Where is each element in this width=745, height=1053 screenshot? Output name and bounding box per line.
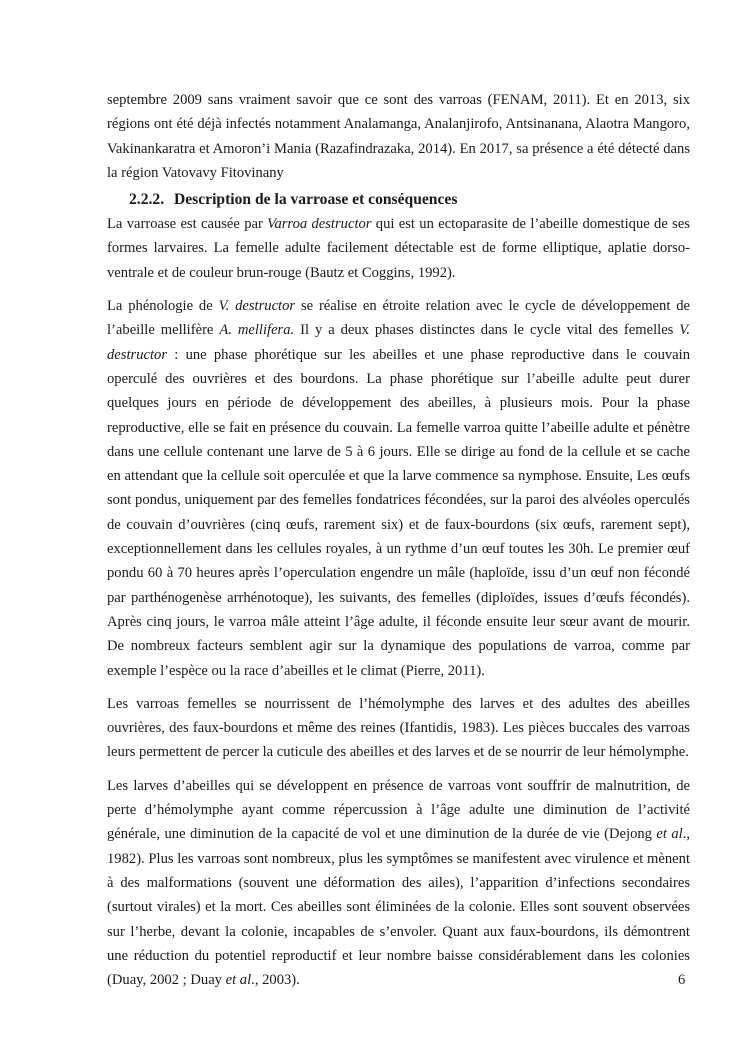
text-run: septembre 2009 sans vraiment savoir que ce sont des varroas (FENAM, 2011). Et en 2013, six régions ont été déjà infectés notamment Analamanga, Analanjirofo, Antsinanana, Alaotra Mangoro, Vakinankaratra et Amoron’i Mania (Razafindrazaka, 2014). En 2017, sa présence a été détecté dans la région Vatovavy Fitovinany — [107, 92, 690, 181]
italic-text: V. destructor — [107, 322, 690, 363]
section-heading — [129, 188, 690, 212]
text-run: ., 2003). — [251, 972, 300, 989]
document-page — [107, 88, 690, 992]
text-run: : une phase phorétique sur les abeilles et une phase reproductive dans le couvain operculé des ouvrières et des bourdons. La phase phorétique sur l’abeille adulte peut durer quelques jours en période de développement des abeilles, à plusieurs mois. Pour la phase reproductive, elle se fait en présence du couvain. La femelle varroa quitte l’abeille adulte et pénètre dans une cellule contenant une larve de 5 à 6 jours. Elle se dirige au fond de la cellule et se cache en attendant que la cellule soit operculée et que la larve commence sa nymphose. Ensuite, Les œufs sont pondus, uniquement par des femelles fondatrices fécondées, sur la paroi des alvéoles operculés de couvain d’ouvrières (cinq œufs, rarement six) et de faux-bourdons (six œufs, rarement sept), exceptionnellement dans les cellules royales, à un rythme d’un œuf toutes les 30h. Le premier œuf pondu 60 à 70 heures après l’operculation engendre un mâle (haploïde, issu d’un œuf non fécondé par parthénogenèse arrhénotoque), les suivants, des femelles (diploïdes, issues d’œufs fécondés). Après cinq jours, le varroa mâle atteint l’âge adulte, il féconde ensuite leur sœur avant de mourir. De nombreux facteurs semblent agir sur la dynamique des populations de varroa, comme par exemple l’espèce ou la race d’abeilles et le climat (Pierre, 2011). — [107, 346, 690, 679]
text-run: La varroase est causée par — [107, 216, 268, 233]
paragraph-4 — [107, 774, 690, 993]
text-run: Il y a deux phases distinctes dans le cycle vital des femelles — [294, 322, 680, 339]
paragraph-1 — [107, 212, 690, 285]
text-run: se réalise en étroite relation avec le cycle de développement de l’abeille mellifère — [107, 298, 690, 339]
paragraph-intro — [107, 88, 690, 185]
text-run: Les larves d’abeilles qui se développent en présence de varroas vont souffrir de malnutrition, de perte d’hémolymphe ayant comme répercussion à l’âge adulte une diminution de l’activité générale, une diminution de la capacité de vol et une diminution de la durée de vie (Dejong — [107, 777, 690, 843]
text-run: qui est un ectoparasite de l’abeille domestique de ses formes larvaires. La femelle adulte facilement détectable est de forme elliptique, aplatie dorso-ventrale et de couleur brun-rouge (Bautz et Coggins, 1992). — [107, 216, 690, 281]
italic-text: Varroa destructor — [267, 216, 372, 233]
italic-text: A. mellifera. — [219, 322, 295, 339]
text-run: Les varroas femelles se nourrissent de l’hémolymphe des larves et des adultes des abeilles ouvrières, des faux-bourdons et même des reines (Ifantidis, 1983). Les pièces buccales des varroas leurs permettent de percer la cuticule des abeilles et des larves et de se nourrir de leur hémolymphe. — [107, 695, 690, 761]
italic-text: et al — [225, 972, 252, 989]
text-run: La phénologie de — [107, 298, 219, 315]
page-number: 6 — [678, 972, 686, 988]
section-number: 2.2.2. — [129, 191, 165, 209]
italic-text: et al — [656, 826, 683, 843]
paragraph-2 — [107, 294, 690, 683]
paragraph-3 — [107, 692, 690, 765]
section-title: Description de la varroase et conséquences — [174, 191, 458, 209]
text-run: ., 1982). Plus les varroas sont nombreux, plus les symptômes se manifestent avec virulence et mènent à des malformations (souvent une déformation des ailes), l’apparition d’infections secondaires (surtout virales) et la mort. Ces abeilles sont éliminées de la colonie. Elles sont souvent observées sur l’herbe, devant la colonie, incapables de s’envoler. Quant aux faux-bourdons, ils démontrent une réduction du potentiel reproductif et leur nombre baisse considérablement dans les colonies (Duay, 2002 ; Duay — [107, 826, 690, 989]
italic-text: V. destructor — [218, 298, 296, 315]
